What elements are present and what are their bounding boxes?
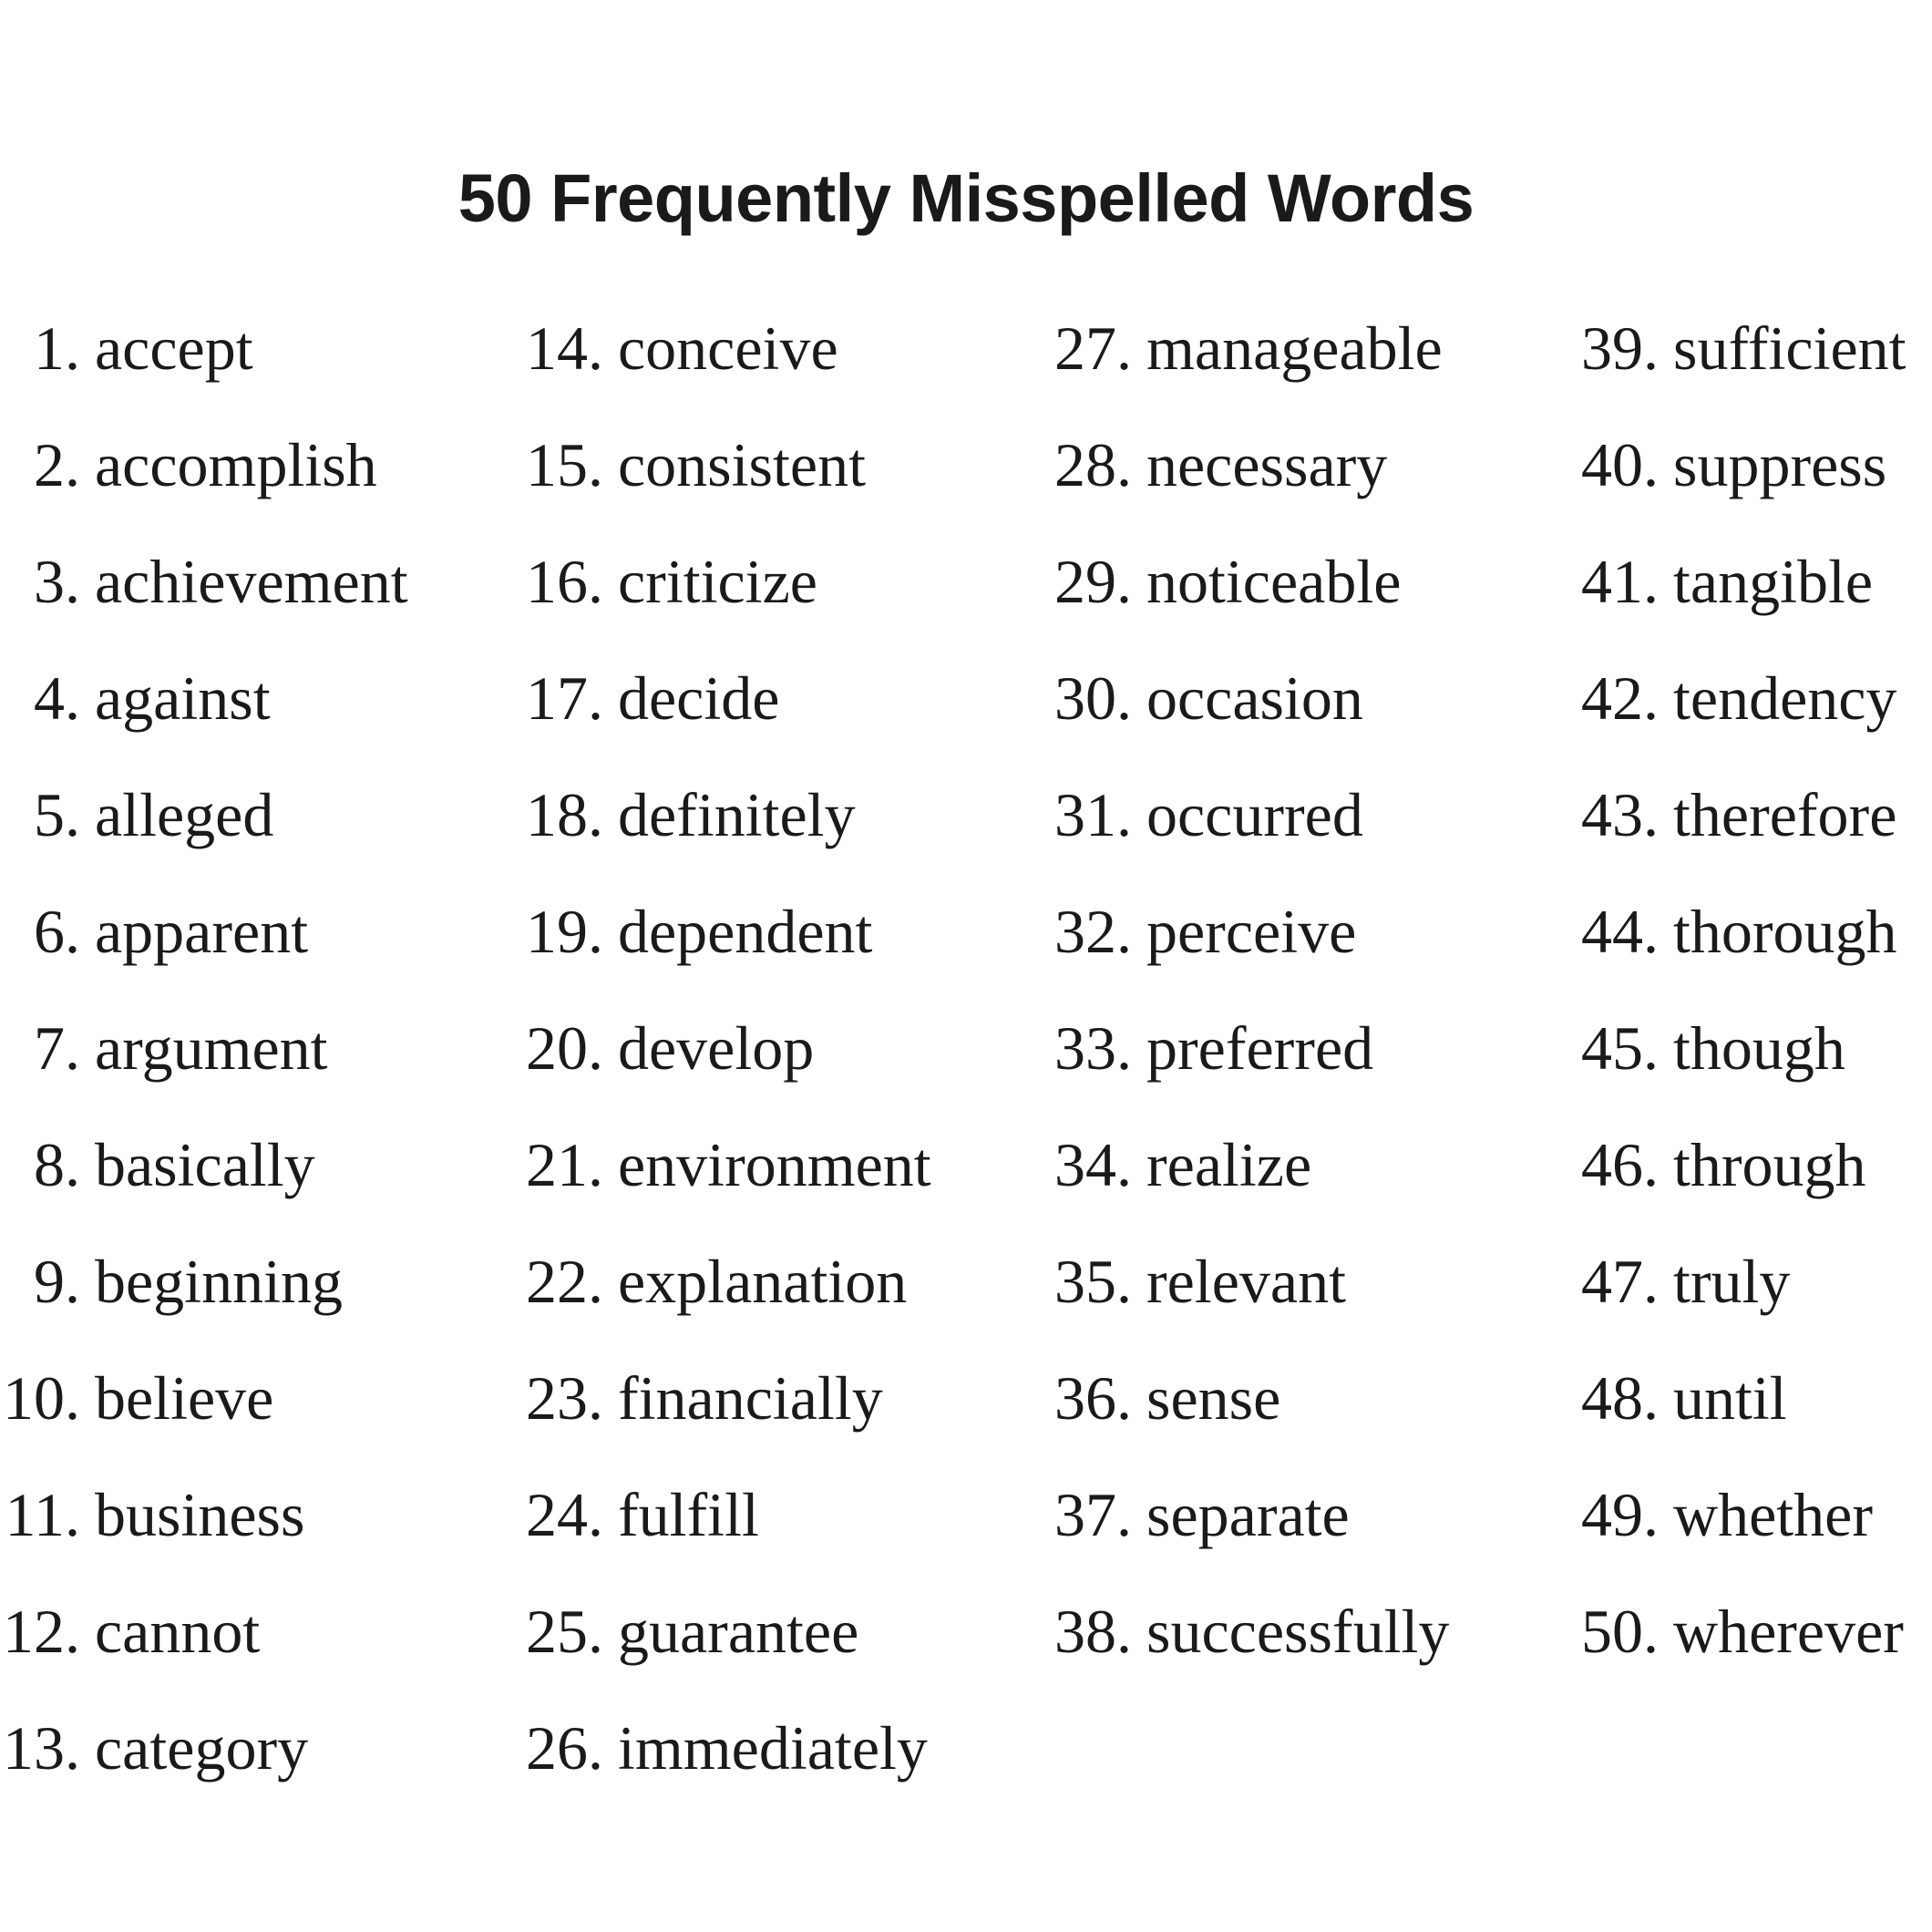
item-word: occasion xyxy=(1146,663,1363,733)
item-number: 8. xyxy=(34,1130,80,1199)
item-number: 15. xyxy=(526,430,603,499)
item-word: beginning xyxy=(95,1247,343,1316)
item-number: 41. xyxy=(1581,547,1659,616)
list-item xyxy=(1581,1223,1932,1340)
list-item xyxy=(1581,640,1932,756)
item-word: decide xyxy=(618,663,780,733)
item-word: basically xyxy=(95,1130,315,1199)
item-word: sense xyxy=(1146,1363,1281,1433)
item-word: fulfill xyxy=(618,1480,759,1549)
list-item xyxy=(1581,290,1932,406)
item-word: argument xyxy=(95,1013,328,1083)
item-word: wherever xyxy=(1673,1597,1904,1666)
list-item xyxy=(1054,873,1565,990)
list-item xyxy=(1054,756,1565,873)
item-word: relevant xyxy=(1146,1247,1346,1316)
item-word: financially xyxy=(618,1363,883,1433)
item-word: manageable xyxy=(1146,313,1443,383)
item-word: environment xyxy=(618,1130,931,1199)
item-number: 5. xyxy=(34,780,80,849)
list-item xyxy=(1581,523,1932,640)
item-number: 10. xyxy=(3,1363,80,1433)
item-number: 42. xyxy=(1581,663,1659,733)
list-item xyxy=(526,873,1036,990)
item-number: 36. xyxy=(1054,1363,1132,1433)
list-item xyxy=(0,523,510,640)
item-word: immediately xyxy=(618,1713,928,1783)
list-item xyxy=(526,406,1036,523)
item-number: 45. xyxy=(1581,1013,1659,1083)
item-word: perceive xyxy=(1146,897,1357,966)
item-number: 12. xyxy=(3,1597,80,1666)
list-item xyxy=(0,1340,510,1456)
item-word: conceive xyxy=(618,313,838,383)
item-number: 24. xyxy=(526,1480,603,1549)
item-number: 13. xyxy=(3,1713,80,1783)
item-number: 16. xyxy=(526,547,603,616)
list-item xyxy=(526,1223,1036,1340)
item-number: 4. xyxy=(34,663,80,733)
list-item xyxy=(1054,1456,1565,1573)
word-column-2 xyxy=(526,290,1036,1806)
list-item xyxy=(1581,873,1932,990)
list-item xyxy=(1581,990,1932,1106)
list-item xyxy=(1054,523,1565,640)
item-number: 49. xyxy=(1581,1480,1659,1549)
item-number: 40. xyxy=(1581,430,1659,499)
list-item xyxy=(1054,1340,1565,1456)
list-item xyxy=(0,873,510,990)
list-item xyxy=(526,756,1036,873)
list-item xyxy=(1581,406,1932,523)
item-word: accept xyxy=(95,313,253,383)
list-item xyxy=(1054,640,1565,756)
word-column-4 xyxy=(1581,290,1932,1690)
item-number: 31. xyxy=(1054,780,1132,849)
item-word: thorough xyxy=(1673,897,1897,966)
item-number: 44. xyxy=(1581,897,1659,966)
item-word: dependent xyxy=(618,897,873,966)
item-number: 19. xyxy=(526,897,603,966)
item-word: achievement xyxy=(95,547,408,616)
item-number: 47. xyxy=(1581,1247,1659,1316)
item-number: 23. xyxy=(526,1363,603,1433)
item-number: 25. xyxy=(526,1597,603,1666)
item-word: consistent xyxy=(618,430,866,499)
item-number: 9. xyxy=(34,1247,80,1316)
item-word: suppress xyxy=(1673,430,1887,499)
item-number: 35. xyxy=(1054,1247,1132,1316)
item-number: 14. xyxy=(526,313,603,383)
item-word: tangible xyxy=(1673,547,1874,616)
word-column-1 xyxy=(0,290,510,1806)
list-item xyxy=(1581,1456,1932,1573)
item-number: 3. xyxy=(34,547,80,616)
list-item xyxy=(1054,1223,1565,1340)
item-number: 11. xyxy=(5,1480,80,1549)
list-item xyxy=(1054,290,1565,406)
list-item xyxy=(1054,1573,1565,1690)
list-item xyxy=(526,990,1036,1106)
list-item xyxy=(1581,1573,1932,1690)
list-item xyxy=(0,640,510,756)
item-word: necessary xyxy=(1146,430,1388,499)
item-number: 17. xyxy=(526,663,603,733)
list-item xyxy=(0,1690,510,1806)
item-word: therefore xyxy=(1673,780,1897,849)
item-word: develop xyxy=(618,1013,815,1083)
list-item xyxy=(526,1573,1036,1690)
item-number: 32. xyxy=(1054,897,1132,966)
item-number: 33. xyxy=(1054,1013,1132,1083)
item-word: criticize xyxy=(618,547,817,616)
item-word: though xyxy=(1673,1013,1845,1083)
item-word: preferred xyxy=(1146,1013,1374,1083)
item-word: believe xyxy=(95,1363,274,1433)
item-word: realize xyxy=(1146,1130,1312,1199)
item-number: 29. xyxy=(1054,547,1132,616)
item-word: apparent xyxy=(95,897,309,966)
item-number: 43. xyxy=(1581,780,1659,849)
item-number: 1. xyxy=(34,313,80,383)
list-item xyxy=(1581,1340,1932,1456)
list-item xyxy=(526,1690,1036,1806)
item-number: 48. xyxy=(1581,1363,1659,1433)
item-number: 50. xyxy=(1581,1597,1659,1666)
item-word: tendency xyxy=(1673,663,1897,733)
item-word: occurred xyxy=(1146,780,1363,849)
item-word: against xyxy=(95,663,271,733)
list-item xyxy=(0,990,510,1106)
item-number: 2. xyxy=(34,430,80,499)
item-word: category xyxy=(95,1713,309,1783)
item-word: noticeable xyxy=(1146,547,1402,616)
item-word: successfully xyxy=(1146,1597,1450,1666)
list-item xyxy=(1581,756,1932,873)
item-number: 37. xyxy=(1054,1480,1132,1549)
item-word: definitely xyxy=(618,780,856,849)
item-number: 18. xyxy=(526,780,603,849)
page-title: 50 Frequently Misspelled Words xyxy=(457,160,1475,236)
item-word: business xyxy=(95,1480,305,1549)
item-number: 21. xyxy=(526,1130,603,1199)
item-number: 20. xyxy=(526,1013,603,1083)
item-word: accomplish xyxy=(95,430,377,499)
list-item xyxy=(0,1106,510,1223)
list-item xyxy=(0,406,510,523)
item-number: 39. xyxy=(1581,313,1659,383)
list-item xyxy=(526,1456,1036,1573)
list-item xyxy=(526,1340,1036,1456)
list-item xyxy=(0,1573,510,1690)
item-number: 38. xyxy=(1054,1597,1132,1666)
list-item xyxy=(1054,406,1565,523)
item-number: 6. xyxy=(34,897,80,966)
item-number: 30. xyxy=(1054,663,1132,733)
list-item xyxy=(0,1456,510,1573)
list-item xyxy=(1054,1106,1565,1223)
list-item xyxy=(0,1223,510,1340)
item-number: 28. xyxy=(1054,430,1132,499)
list-item xyxy=(1054,990,1565,1106)
item-number: 46. xyxy=(1581,1130,1659,1199)
item-number: 22. xyxy=(526,1247,603,1316)
item-word: until xyxy=(1673,1363,1787,1433)
item-number: 34. xyxy=(1054,1130,1132,1199)
list-item xyxy=(526,523,1036,640)
word-column-3 xyxy=(1054,290,1565,1690)
item-word: guarantee xyxy=(618,1597,859,1666)
item-number: 26. xyxy=(526,1713,603,1783)
list-item xyxy=(0,290,510,406)
list-item xyxy=(526,640,1036,756)
item-word: truly xyxy=(1673,1247,1791,1316)
item-number: 27. xyxy=(1054,313,1132,383)
list-item xyxy=(526,290,1036,406)
list-item xyxy=(1581,1106,1932,1223)
item-word: sufficient xyxy=(1673,313,1906,383)
item-word: through xyxy=(1673,1130,1866,1199)
item-word: whether xyxy=(1673,1480,1874,1549)
list-item xyxy=(526,1106,1036,1223)
item-word: separate xyxy=(1146,1480,1350,1549)
list-item xyxy=(0,756,510,873)
item-word: explanation xyxy=(618,1247,908,1316)
item-number: 7. xyxy=(34,1013,80,1083)
item-word: alleged xyxy=(95,780,274,849)
item-word: cannot xyxy=(95,1597,261,1666)
